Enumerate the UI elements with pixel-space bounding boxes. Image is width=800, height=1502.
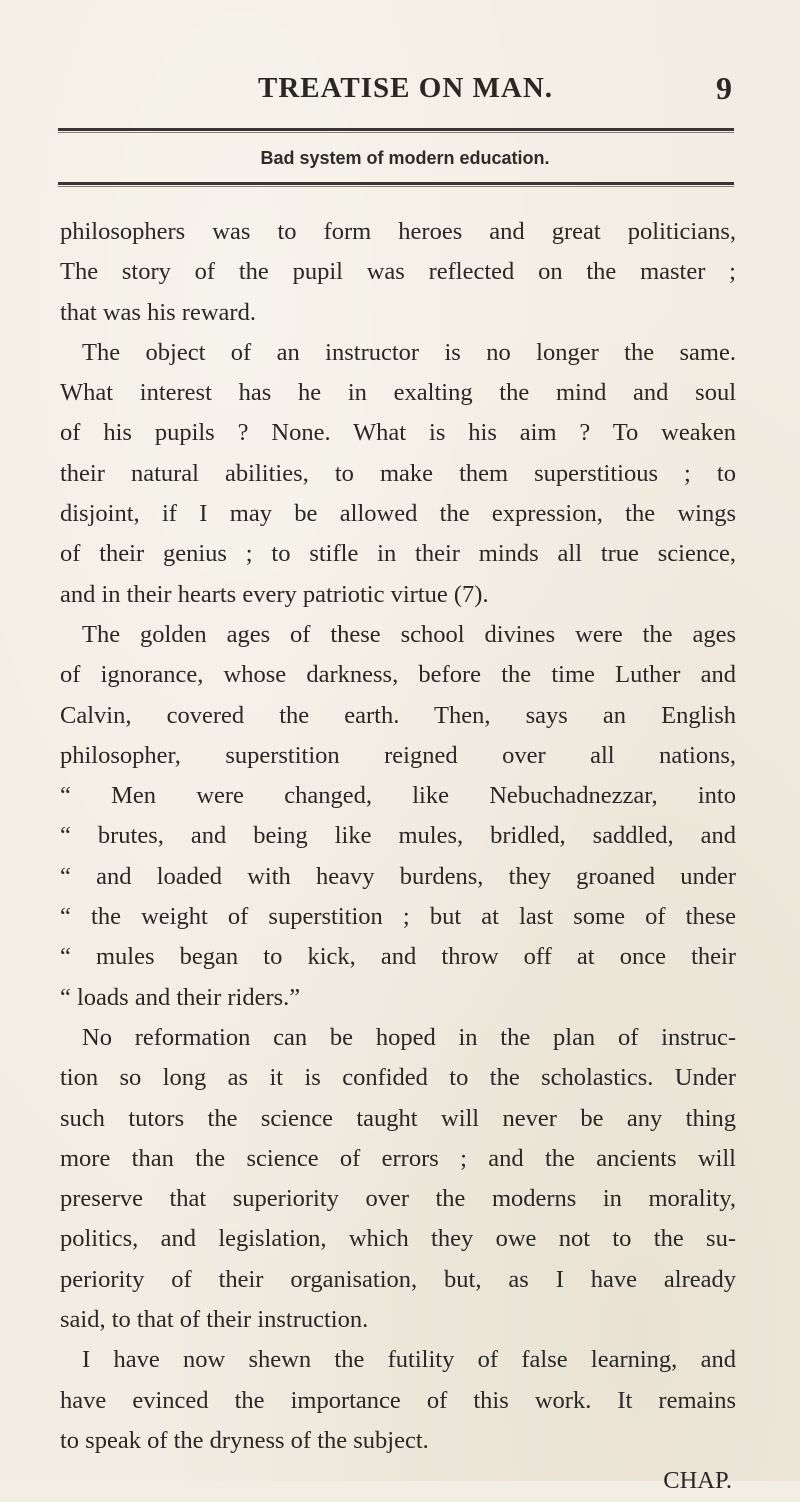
text-line: philosopher, superstition reigned over all nations, bbox=[60, 741, 736, 769]
section-caption: Bad system of modern education. bbox=[260, 148, 550, 168]
text-line: “ Men were changed, like Nebuchadnezzar, into bbox=[60, 782, 736, 810]
text-line: The story of the pupil was reflected on the master ; bbox=[60, 258, 736, 286]
text-line: I have now shewn the futility of false learning, and bbox=[82, 1346, 736, 1374]
text-line: No reformation can be hoped in the plan of instruc- bbox=[82, 1023, 736, 1051]
text-line: What interest has he in exalting the mind and soul bbox=[60, 379, 736, 407]
text-line: “ and loaded with heavy burdens, they groaned under bbox=[60, 862, 736, 890]
text-line: “ loads and their riders.” bbox=[60, 983, 301, 1011]
text-line: said, to that of their instruction. bbox=[60, 1306, 369, 1334]
text-line: philosophers was to form heroes and great politicians, bbox=[60, 218, 736, 245]
running-title: TREATISE ON MAN. bbox=[258, 72, 554, 104]
catchword: CHAP. bbox=[663, 1467, 732, 1495]
text-line: have evinced the importance of this work. It remains bbox=[60, 1386, 736, 1414]
text-line: “ the weight of superstition ; but at last some of these bbox=[60, 903, 736, 931]
body-text bbox=[60, 212, 736, 1502]
text-line: periority of their organisation, but, as I have already bbox=[60, 1265, 736, 1293]
top-rule-thin bbox=[58, 132, 734, 133]
text-line: The golden ages of these school divines were the ages bbox=[82, 620, 736, 648]
text-line: Calvin, covered the earth. Then, says an English bbox=[60, 701, 736, 729]
page-number: 9 bbox=[716, 70, 732, 106]
running-head bbox=[0, 72, 800, 112]
text-line: more than the science of errors ; and the ancients will bbox=[60, 1144, 736, 1172]
text-line: “ mules began to kick, and throw off at once their bbox=[60, 943, 736, 971]
text-line: their natural abilities, to make them superstitious ; to bbox=[60, 459, 736, 487]
bottom-rule-thin bbox=[58, 186, 734, 187]
bottom-rule bbox=[58, 182, 734, 185]
text-line: tion so long as it is confided to the scholastics. Under bbox=[60, 1064, 736, 1092]
text-line: such tutors the science taught will never be any thing bbox=[60, 1104, 736, 1132]
text-line: The object of an instructor is no longer the same. bbox=[82, 338, 736, 366]
text-line: of ignorance, whose darkness, before the time Luther and bbox=[60, 661, 736, 689]
text-line: of their genius ; to stifle in their minds all true science, bbox=[60, 540, 736, 568]
text-line: to speak of the dryness of the subject. bbox=[60, 1426, 429, 1454]
top-rule bbox=[58, 128, 734, 131]
text-line: that was his reward. bbox=[60, 298, 256, 326]
text-line: of his pupils ? None. What is his aim ? To weaken bbox=[60, 419, 736, 447]
text-line: politics, and legislation, which they owe not to the su- bbox=[60, 1225, 736, 1253]
text-line: disjoint, if I may be allowed the expression, the wings bbox=[60, 500, 736, 528]
text-line: “ brutes, and being like mules, bridled, saddled, and bbox=[60, 822, 736, 850]
text-line: preserve that superiority over the moderns in morality, bbox=[60, 1185, 736, 1213]
text-line: and in their hearts every patriotic virtue (7). bbox=[60, 580, 489, 608]
